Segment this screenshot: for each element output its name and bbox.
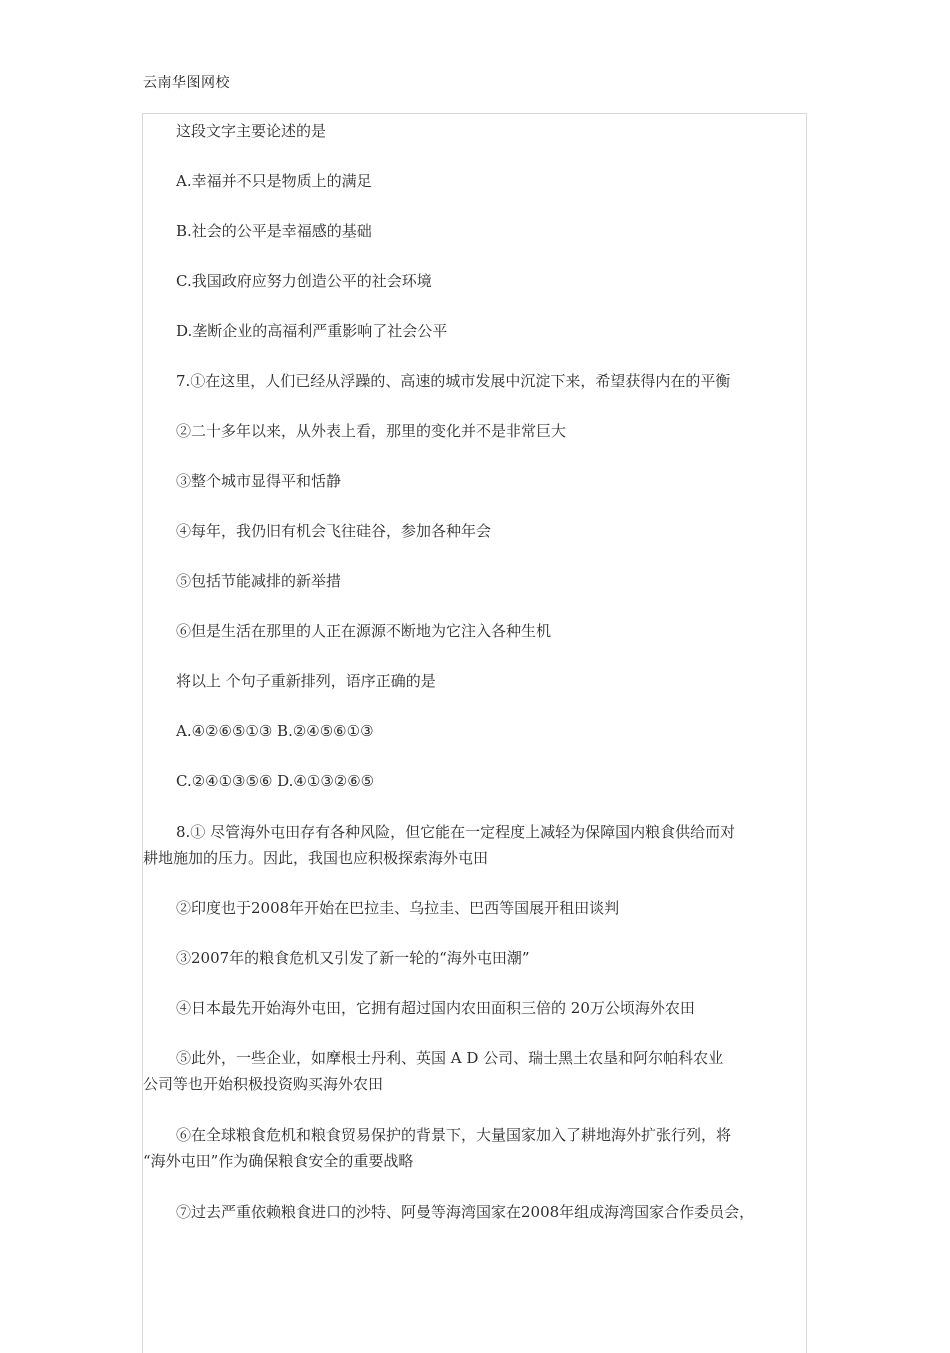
q7-sentence-2: ②二十多年以来，从外表上看，那里的变化并不是非常巨大 [176,422,567,440]
q8-sentence-6-cont: “海外屯田”作为确保粮食安全的重要战略 [143,1152,414,1170]
q7-prompt: 将以上 个句子重新排列，语序正确的是 [176,672,436,690]
q7-options-ab: A.④②⑥⑤①③ B.②④⑤⑥①③ [176,722,374,740]
q8-sentence-6: ⑥在全球粮食危机和粮食贸易保护的背景下，大量国家加入了耕地海外扩张行列，将 [176,1126,732,1144]
option-b: B.社会的公平是幸福感的基础 [176,222,372,240]
q7-sentence-6: ⑥但是生活在那里的人正在源源不断地为它注入各种生机 [176,622,552,640]
q8-sentence-1: 8.① 尽管海外屯田存有各种风险，但它能在一定程度上减轻为保障国内粮食供给而对 [176,823,736,841]
q7-options-cd: C.②④①③⑤⑥ D.④①③②⑥⑤ [176,772,375,790]
option-d: D.垄断企业的高福利严重影响了社会公平 [176,322,448,340]
q8-sentence-3: ③2007年的粮食危机又引发了新一轮的“海外屯田潮” [176,949,530,967]
q7-sentence-4: ④每年，我仍旧有机会飞往硅谷，参加各种年会 [176,522,492,540]
option-a: A.幸福并不只是物质上的满足 [176,172,372,190]
q8-sentence-2: ②印度也于2008年开始在巴拉圭、乌拉圭、巴西等国展开租田谈判 [176,899,620,917]
q8-sentence-5-cont: 公司等也开始积极投资购买海外农田 [143,1075,384,1093]
option-c: C.我国政府应努力创造公平的社会环境 [176,272,432,290]
q8-sentence-7: ⑦过去严重依赖粮食进口的沙特、阿曼等海湾国家在2008年组成海湾国家合作委员会， [176,1203,755,1221]
question-stem: 这段文字主要论述的是 [176,122,327,140]
q8-sentence-1-cont: 耕地施加的压力。因此，我国也应积极探索海外屯田 [143,849,489,867]
header-title: 云南华图网校 [143,75,230,91]
q7-sentence-5: ⑤包括节能减排的新举措 [176,572,342,590]
q8-sentence-4: ④日本最先开始海外屯田，它拥有超过国内农田面积三倍的 20万公顷海外农田 [176,999,695,1017]
q7-sentence-1: 7.①在这里，人们已经从浮躁的、高速的城市发展中沉淀下来，希望获得内在的平衡 [176,372,731,390]
q7-sentence-3: ③整个城市显得平和恬静 [176,472,342,490]
q8-sentence-5: ⑤此外，一些企业，如摩根士丹利、英国 A D 公司、瑞士黑土农垦和阿尔帕科农业 [176,1049,724,1067]
